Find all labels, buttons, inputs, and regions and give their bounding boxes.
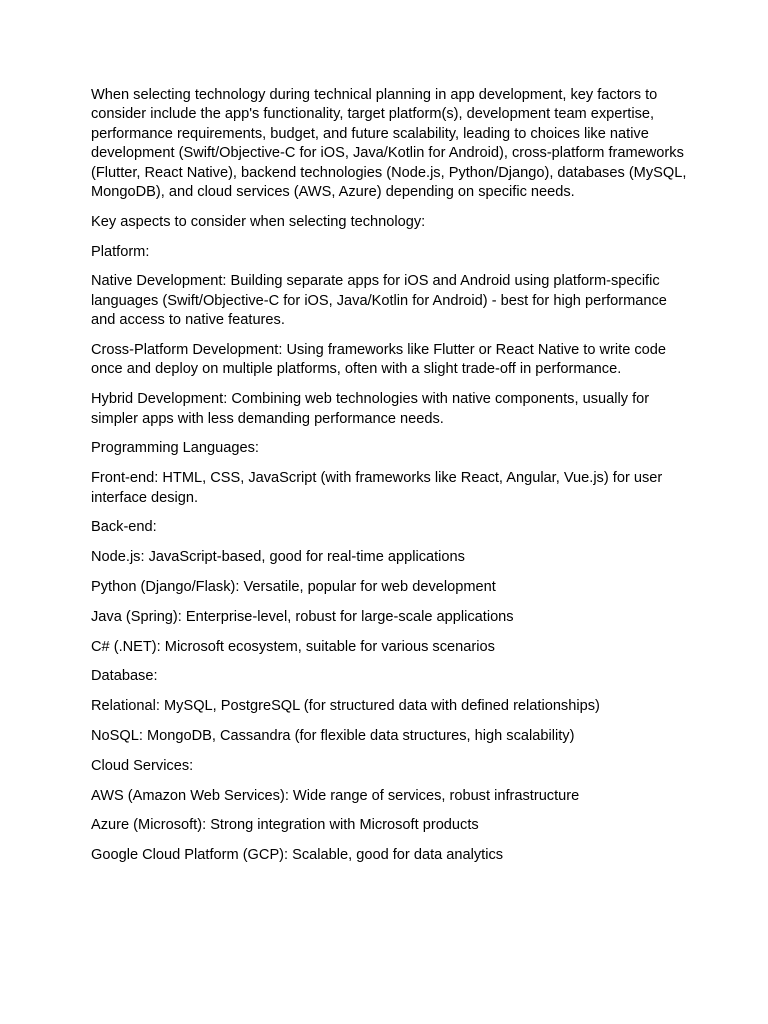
front-end-paragraph: Front-end: HTML, CSS, JavaScript (with frameworks like React, Angular, Vue.js) for user interface design. (91, 470, 663, 506)
python-item: Python (Django/Flask): Versatile, popular for web development (91, 579, 496, 596)
cross-platform-paragraph: Cross-Platform Development: Using frameworks like Flutter or React Native to write code once and deploy on multiple platforms, often with a slight trade-off in performance. (91, 342, 667, 378)
intro-paragraph: When selecting technology during technical planning in app development, key factors to consider include the app's functionality, target platform(s), development team expertise, performance requirements, budget, and future scalability, leading to choices like native development (Swift/Objective-C for iOS, Java/Kotlin for Android), cross-platform frameworks (Flutter, React Native), backend technologies (Node.js, Python/Django), databases (MySQL, MongoDB), and cloud services (AWS, Azure) depending on specific needs. (91, 87, 687, 201)
azure-item: Azure (Microsoft): Strong integration with Microsoft products (91, 817, 479, 834)
csharp-item: C# (.NET): Microsoft ecosystem, suitable for various scenarios (91, 638, 495, 655)
document-body (91, 86, 691, 876)
platform-heading: Platform: (91, 243, 150, 260)
hybrid-development-paragraph: Hybrid Development: Combining web technologies with native components, usually for simpler apps with less demanding performance needs. (91, 391, 650, 427)
aws-item: AWS (Amazon Web Services): Wide range of services, robust infrastructure (91, 787, 580, 804)
gcp-item: Google Cloud Platform (GCP): Scalable, good for data analytics (91, 847, 504, 864)
database-heading: Database: (91, 668, 158, 685)
java-item: Java (Spring): Enterprise-level, robust for large-scale applications (91, 608, 514, 625)
nodejs-item: Node.js: JavaScript-based, good for real-time applications (91, 549, 465, 566)
relational-item: Relational: MySQL, PostgreSQL (for structured data with defined relationships) (91, 698, 600, 715)
programming-languages-heading: Programming Languages: (91, 440, 259, 457)
key-aspects-heading: Key aspects to consider when selecting technology: (91, 213, 426, 230)
native-development-paragraph: Native Development: Building separate apps for iOS and Android using platform-specific languages (Swift/Objective-C for iOS, Java/Kotlin for Android) - best for high performance and access to native features. (91, 273, 667, 329)
nosql-item: NoSQL: MongoDB, Cassandra (for flexible data structures, high scalability) (91, 728, 575, 745)
back-end-heading: Back-end: (91, 519, 157, 536)
cloud-services-heading: Cloud Services: (91, 757, 194, 774)
